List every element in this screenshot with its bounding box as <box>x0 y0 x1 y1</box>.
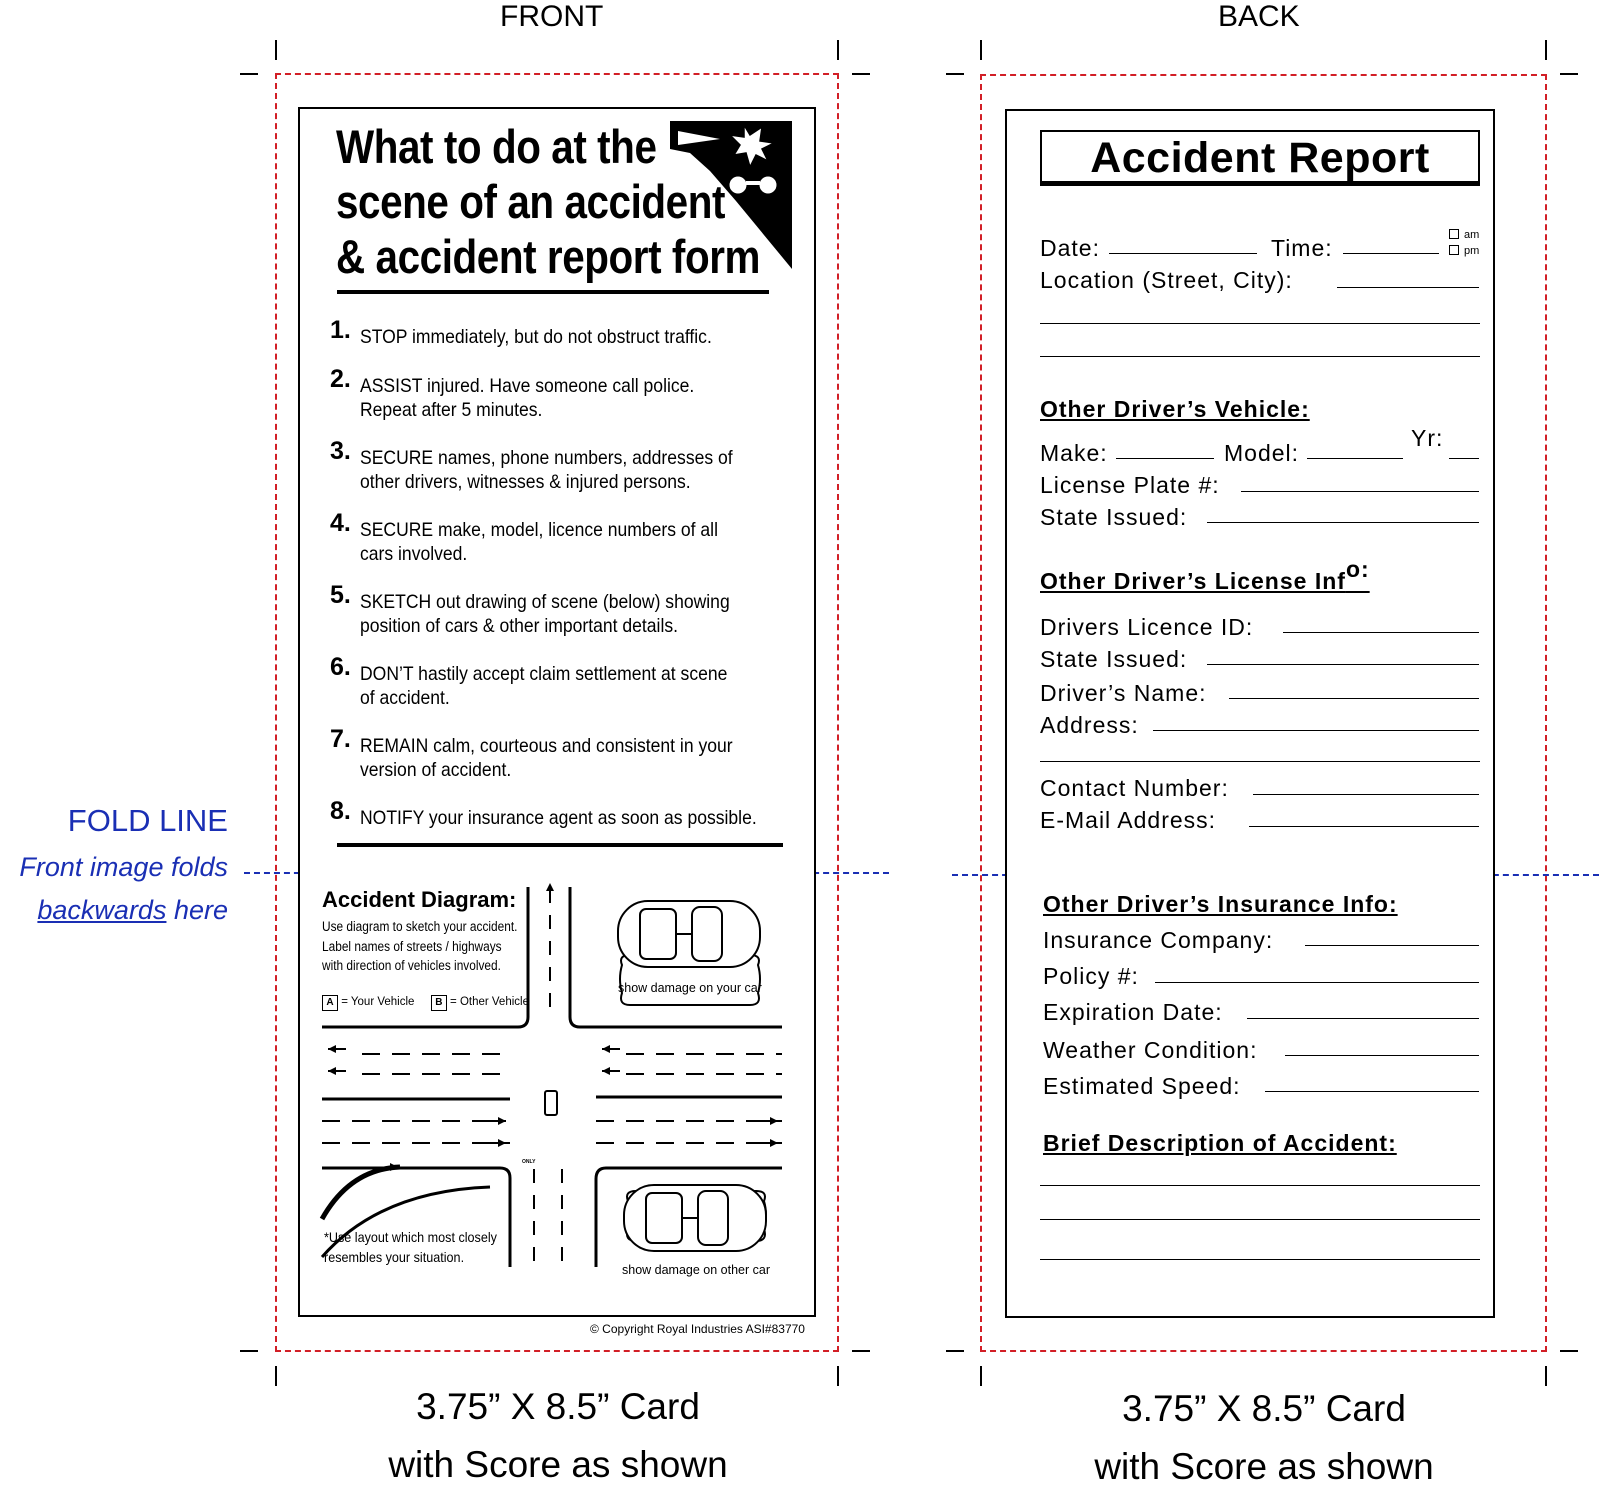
step-number: 8. <box>330 797 351 825</box>
step-text <box>360 325 756 349</box>
step-number: 6. <box>330 653 351 681</box>
crop-mark <box>837 1366 839 1386</box>
license-heading-tail: o: <box>1345 556 1370 582</box>
step-line: version of accident. <box>360 759 512 781</box>
instruction-line: Use diagram to sketch your accident. <box>322 919 518 934</box>
step-text <box>360 806 756 830</box>
front-label: FRONT <box>500 0 604 33</box>
time-line[interactable] <box>1343 253 1439 254</box>
step-text <box>360 734 756 782</box>
caption-line: with Score as shown <box>388 1444 728 1485</box>
step-line: ASSIST injured. Have someone call police. <box>360 375 695 397</box>
policy-line[interactable] <box>1155 982 1479 983</box>
license-section-heading <box>1040 556 1370 595</box>
step-line: STOP immediately, but do not obstruct traffic. <box>360 326 712 348</box>
driver-name-label: Driver’s Name: <box>1040 680 1207 706</box>
location-line[interactable] <box>1040 323 1480 324</box>
step-text <box>360 590 756 638</box>
step-number: 1. <box>330 316 351 344</box>
insurance-section-heading: Other Driver’s Insurance Info: <box>1043 891 1398 917</box>
company-label: Insurance Company: <box>1043 927 1274 953</box>
crop-mark <box>275 40 277 60</box>
note-line: resembles your situation. <box>324 1249 465 1265</box>
instruction-line: Label names of streets / highways <box>322 938 502 954</box>
description-section-heading: Brief Description of Accident: <box>1043 1130 1397 1156</box>
description-line[interactable] <box>1040 1185 1480 1186</box>
speed-label: Estimated Speed: <box>1043 1073 1241 1099</box>
weather-line[interactable] <box>1285 1055 1479 1056</box>
front-caption <box>348 1378 768 1494</box>
crop-mark <box>1545 40 1547 60</box>
step-text <box>360 374 756 422</box>
policy-label: Policy #: <box>1043 963 1139 989</box>
crop-mark <box>852 1350 870 1352</box>
contact-line[interactable] <box>1253 794 1479 795</box>
pm-label: pm <box>1464 245 1480 257</box>
fold-line-note-1: Front image folds <box>19 852 228 882</box>
email-label: E-Mail Address: <box>1040 807 1217 833</box>
step-line: cars involved. <box>360 543 468 565</box>
time-label: Time: <box>1271 235 1333 261</box>
crop-mark <box>946 73 964 75</box>
crop-mark <box>980 40 982 60</box>
company-line[interactable] <box>1305 945 1479 946</box>
step-number: 2. <box>330 365 351 393</box>
crop-mark <box>852 73 870 75</box>
speed-line[interactable] <box>1265 1091 1479 1092</box>
step-line: Repeat after 5 minutes. <box>360 399 543 421</box>
date-label: Date: <box>1040 235 1100 261</box>
step-number: 4. <box>330 509 351 537</box>
driver-name-line[interactable] <box>1229 698 1479 699</box>
title-rule <box>337 290 769 294</box>
your-vehicle-marker: A <box>322 995 338 1011</box>
licence-id-line[interactable] <box>1283 632 1479 633</box>
report-title-box <box>1040 130 1480 186</box>
crop-mark <box>1545 1366 1547 1386</box>
step-line: SKETCH out drawing of scene (below) showing <box>360 591 730 613</box>
location-line[interactable] <box>1040 356 1480 357</box>
make-label: Make: <box>1040 440 1108 466</box>
crop-mark <box>240 1350 258 1352</box>
location-line[interactable] <box>1337 287 1479 288</box>
state-issued-label: State Issued: <box>1040 504 1188 530</box>
your-car-caption: show damage on your car <box>618 981 762 995</box>
license-heading-main: Other Driver’s License Inf <box>1040 568 1346 594</box>
copyright: © Copyright Royal Industries ASI#83770 <box>590 1322 805 1336</box>
caption-line: 3.75” X 8.5” Card <box>416 1386 700 1427</box>
date-line[interactable] <box>1109 253 1257 254</box>
expiration-line[interactable] <box>1247 1018 1479 1019</box>
email-line[interactable] <box>1249 826 1479 827</box>
state-issued-line[interactable] <box>1207 664 1479 665</box>
state-issued-line[interactable] <box>1207 522 1479 523</box>
caption-line: with Score as shown <box>1094 1446 1434 1487</box>
model-line[interactable] <box>1307 458 1403 459</box>
address-label: Address: <box>1040 712 1139 738</box>
crop-mark <box>240 73 258 75</box>
step-line: SECURE make, model, licence numbers of all <box>360 519 718 541</box>
front-card <box>298 107 816 1317</box>
am-checkbox[interactable] <box>1449 229 1479 241</box>
fold-note-underlined: backwards <box>37 895 167 925</box>
report-title: Accident Report <box>1090 134 1430 182</box>
step-number: 7. <box>330 725 351 753</box>
fold-line-note-2 <box>0 895 228 926</box>
step-text <box>360 518 756 566</box>
your-vehicle-legend: = Your Vehicle <box>341 996 415 1008</box>
description-line[interactable] <box>1040 1259 1480 1260</box>
pm-checkbox[interactable] <box>1449 245 1479 257</box>
title-line: What to do at the <box>336 120 657 173</box>
step-line: REMAIN calm, courteous and consistent in your <box>360 735 733 757</box>
step-line: NOTIFY your insurance agent as soon as possible. <box>360 807 757 829</box>
expiration-label: Expiration Date: <box>1043 999 1223 1025</box>
other-vehicle-legend: = Other Vehicle <box>450 996 529 1008</box>
back-card <box>1005 109 1495 1318</box>
step-number: 5. <box>330 581 351 609</box>
licence-id-label: Drivers Licence ID: <box>1040 614 1254 640</box>
crop-mark <box>980 1366 982 1386</box>
crop-mark <box>275 1366 277 1386</box>
plate-line[interactable] <box>1241 491 1479 492</box>
step-line: of accident. <box>360 687 450 709</box>
location-label: Location (Street, City): <box>1040 267 1293 293</box>
state-issued-label: State Issued: <box>1040 646 1188 672</box>
instruction-line: with direction of vehicles involved. <box>322 958 501 973</box>
fold-note-rest: here <box>166 895 228 925</box>
yr-line[interactable] <box>1449 458 1479 459</box>
steps-rule <box>337 843 783 847</box>
title-line: scene of an accident <box>336 175 726 228</box>
step-line: DON’T hastily accept claim settlement at scene <box>360 663 728 685</box>
other-vehicle-marker: B <box>431 995 447 1011</box>
step-text <box>360 662 756 710</box>
step-text <box>360 446 756 494</box>
other-car-caption: show damage on other car <box>622 1263 771 1277</box>
title-line: & accident report form <box>336 230 761 283</box>
crop-mark <box>1560 1350 1578 1352</box>
caption-line: 3.75” X 8.5” Card <box>1122 1388 1406 1429</box>
layout-note <box>324 1227 497 1267</box>
only-label: ONLY <box>522 1159 536 1165</box>
description-line[interactable] <box>1040 1219 1480 1220</box>
yr-label: Yr: <box>1411 425 1444 451</box>
step-number: 3. <box>330 437 351 465</box>
fold-line-title: FOLD LINE <box>67 803 228 838</box>
note-line: *Use layout which most closely <box>324 1229 497 1245</box>
crash-graphic-icon <box>670 121 792 269</box>
weather-label: Weather Condition: <box>1043 1037 1258 1063</box>
address-line[interactable] <box>1153 730 1479 731</box>
crop-mark <box>837 40 839 60</box>
step-line: SECURE names, phone numbers, addresses of <box>360 447 733 469</box>
crop-mark <box>946 1350 964 1352</box>
back-caption <box>1054 1380 1474 1496</box>
back-label: BACK <box>1218 0 1300 33</box>
step-line: other drivers, witnesses & injured persons. <box>360 471 691 493</box>
vehicle-section-heading: Other Driver’s Vehicle: <box>1040 396 1310 422</box>
am-label: am <box>1464 229 1480 241</box>
diagram-title: Accident Diagram: <box>322 887 517 912</box>
step-line: position of cars & other important details. <box>360 615 679 637</box>
contact-label: Contact Number: <box>1040 775 1229 801</box>
model-label: Model: <box>1224 440 1300 466</box>
plate-label: License Plate #: <box>1040 472 1220 498</box>
make-line[interactable] <box>1116 458 1214 459</box>
address-line[interactable] <box>1040 761 1480 762</box>
crop-mark <box>1560 73 1578 75</box>
